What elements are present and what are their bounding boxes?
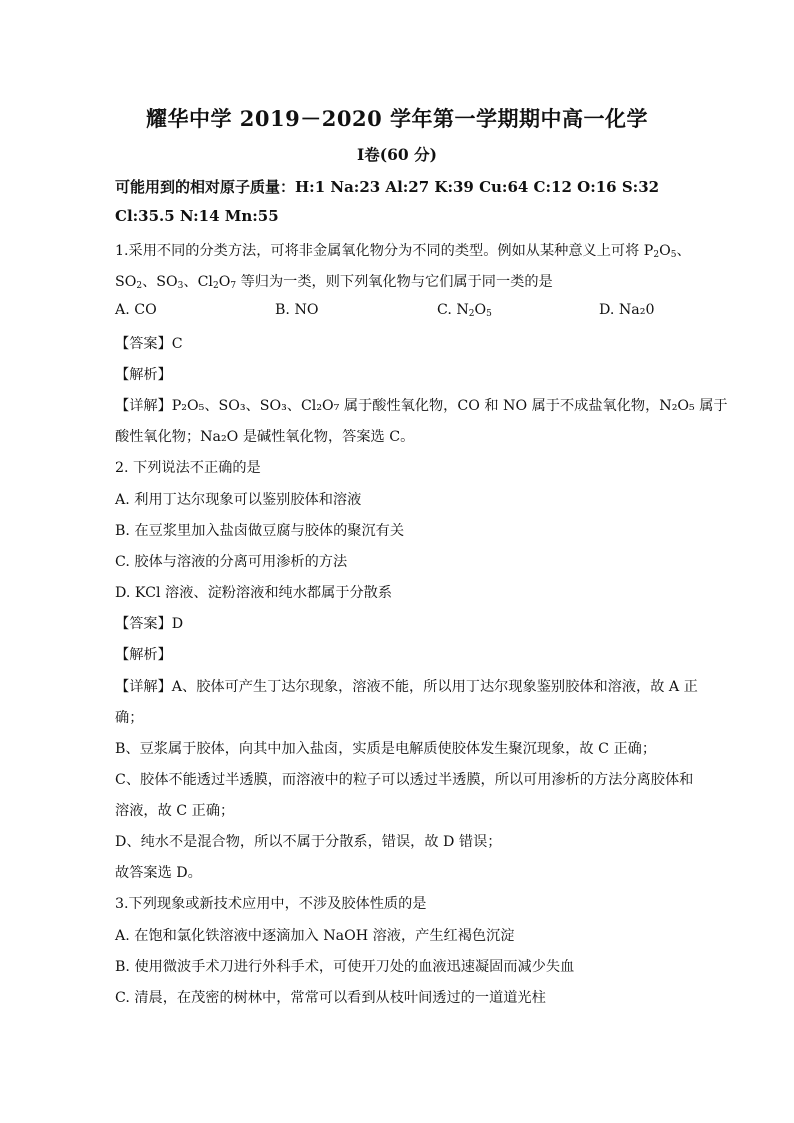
q1-stem-text: 、Cl [183,274,213,290]
exam-title: 耀华中学 2019－2020 学年第一学期期中高一化学 [145,106,648,131]
subscript: 2 [468,309,475,319]
q1-stem-line-2 [115,271,553,291]
q1-option-c [437,302,492,318]
subscript: 2 [653,250,660,260]
subscript: 2 [136,281,143,291]
subscript: 2 [212,281,219,291]
subscript: 7 [230,281,237,291]
subscript: 3 [177,281,184,291]
q1-answer [115,333,183,353]
q1-option-c-text: C. N [437,302,469,318]
q2-option-c: C. 胶体与溶液的分离可用渗析的方法 [115,554,348,570]
q1-stem-text: 、SO [142,274,178,290]
atomic-masses-line-2: Cl:35.5 N:14 Mn:55 [115,207,279,225]
q1-stem-text: 1.采用不同的分类方法，可将非金属氧化物分为不同的类型。例如从某种意义上可将 P [115,243,654,259]
exam-subtitle: Ⅰ卷(60 分) [357,145,437,164]
detail-text: P₂O₅、SO₃、SO₃、Cl₂O₇ 属于酸性氧化物，CO 和 NO 属于不成盐氧化物，N₂O₅ 属于 [171,398,728,414]
q2-detail-line-4: C、胶体不能透过半透膜，而溶液中的粒子可以透过半透膜，所以可用渗析的方法分离胶体和 [115,772,694,788]
detail-tag: 【详解】 [115,398,172,414]
q2-detail-line-1 [115,676,698,696]
q1-detail-line-2: 酸性氧化物；Na₂O 是碱性氧化物，答案选 C。 [115,429,415,445]
answer-value: D [171,616,184,632]
detail-text: A、胶体可产生丁达尔现象，溶液不能，所以用丁达尔现象鉴别胶体和溶液，故 A 正 [171,679,698,695]
q2-analysis-tag: 【解析】 [115,647,172,663]
q2-answer [115,613,183,633]
q1-stem-text: 、 [676,243,691,259]
atomic-masses-line-1: 可能用到的相对原子质量：H:1 Na:23 Al:27 K:39 Cu:64 C:12 O:16 S:32 [115,178,660,196]
q1-stem-text: O [659,243,671,259]
q1-option-d: D. Na₂0 [599,302,655,318]
q1-detail-line-1 [115,395,728,415]
q3-option-a: A. 在饱和氯化铁溶液中逐滴加入 NaOH 溶液，产生红褐色沉淀 [115,928,515,944]
q2-detail-line-5: 溶液，故 C 正确； [115,803,235,819]
answer-value: C [171,336,183,352]
subscript: 5 [670,250,677,260]
q2-detail-line-2: 确； [115,710,144,726]
q1-stem-text: SO [115,274,137,290]
subscript: 5 [486,309,492,319]
q1-analysis-tag: 【解析】 [115,367,172,383]
q1-stem-text: 等归为一类，则下列氧化物与它们属于同一类的是 [236,274,553,290]
q2-detail-line-7: 故答案选 D。 [115,865,202,881]
q2-detail-line-3: B、豆浆属于胶体，向其中加入盐卤，实质是电解质使胶体发生聚沉现象，故 C 正确； [115,741,657,757]
q1-option-c-text: O [474,302,487,318]
q1-stem-line-1 [115,240,691,260]
answer-tag: 【答案】 [115,616,172,632]
q2-stem: 2. 下列说法不正确的是 [115,460,261,476]
q1-option-a: A. CO [115,302,157,318]
q2-detail-line-6: D、纯水不是混合物，所以不属于分散系，错误，故 D 错误； [115,834,502,850]
q3-option-c: C. 清晨，在茂密的树林中，常常可以看到从枝叶间透过的一道道光柱 [115,990,546,1006]
detail-tag: 【详解】 [115,679,172,695]
q2-option-d: D. KCl 溶液、淀粉溶液和纯水都属于分散系 [115,585,393,601]
q2-option-b: B. 在豆浆里加入盐卤做豆腐与胶体的聚沉有关 [115,523,405,539]
q3-option-b: B. 使用微波手术刀进行外科手术，可使开刀处的血液迅速凝固而减少失血 [115,959,575,975]
q1-stem-text: O [218,274,231,290]
q3-stem: 3.下列现象或新技术应用中，不涉及胶体性质的是 [115,896,427,912]
q1-option-b: B. NO [275,302,319,318]
answer-tag: 【答案】 [115,336,172,352]
q2-option-a: A. 利用丁达尔现象可以鉴别胶体和溶液 [115,492,362,508]
